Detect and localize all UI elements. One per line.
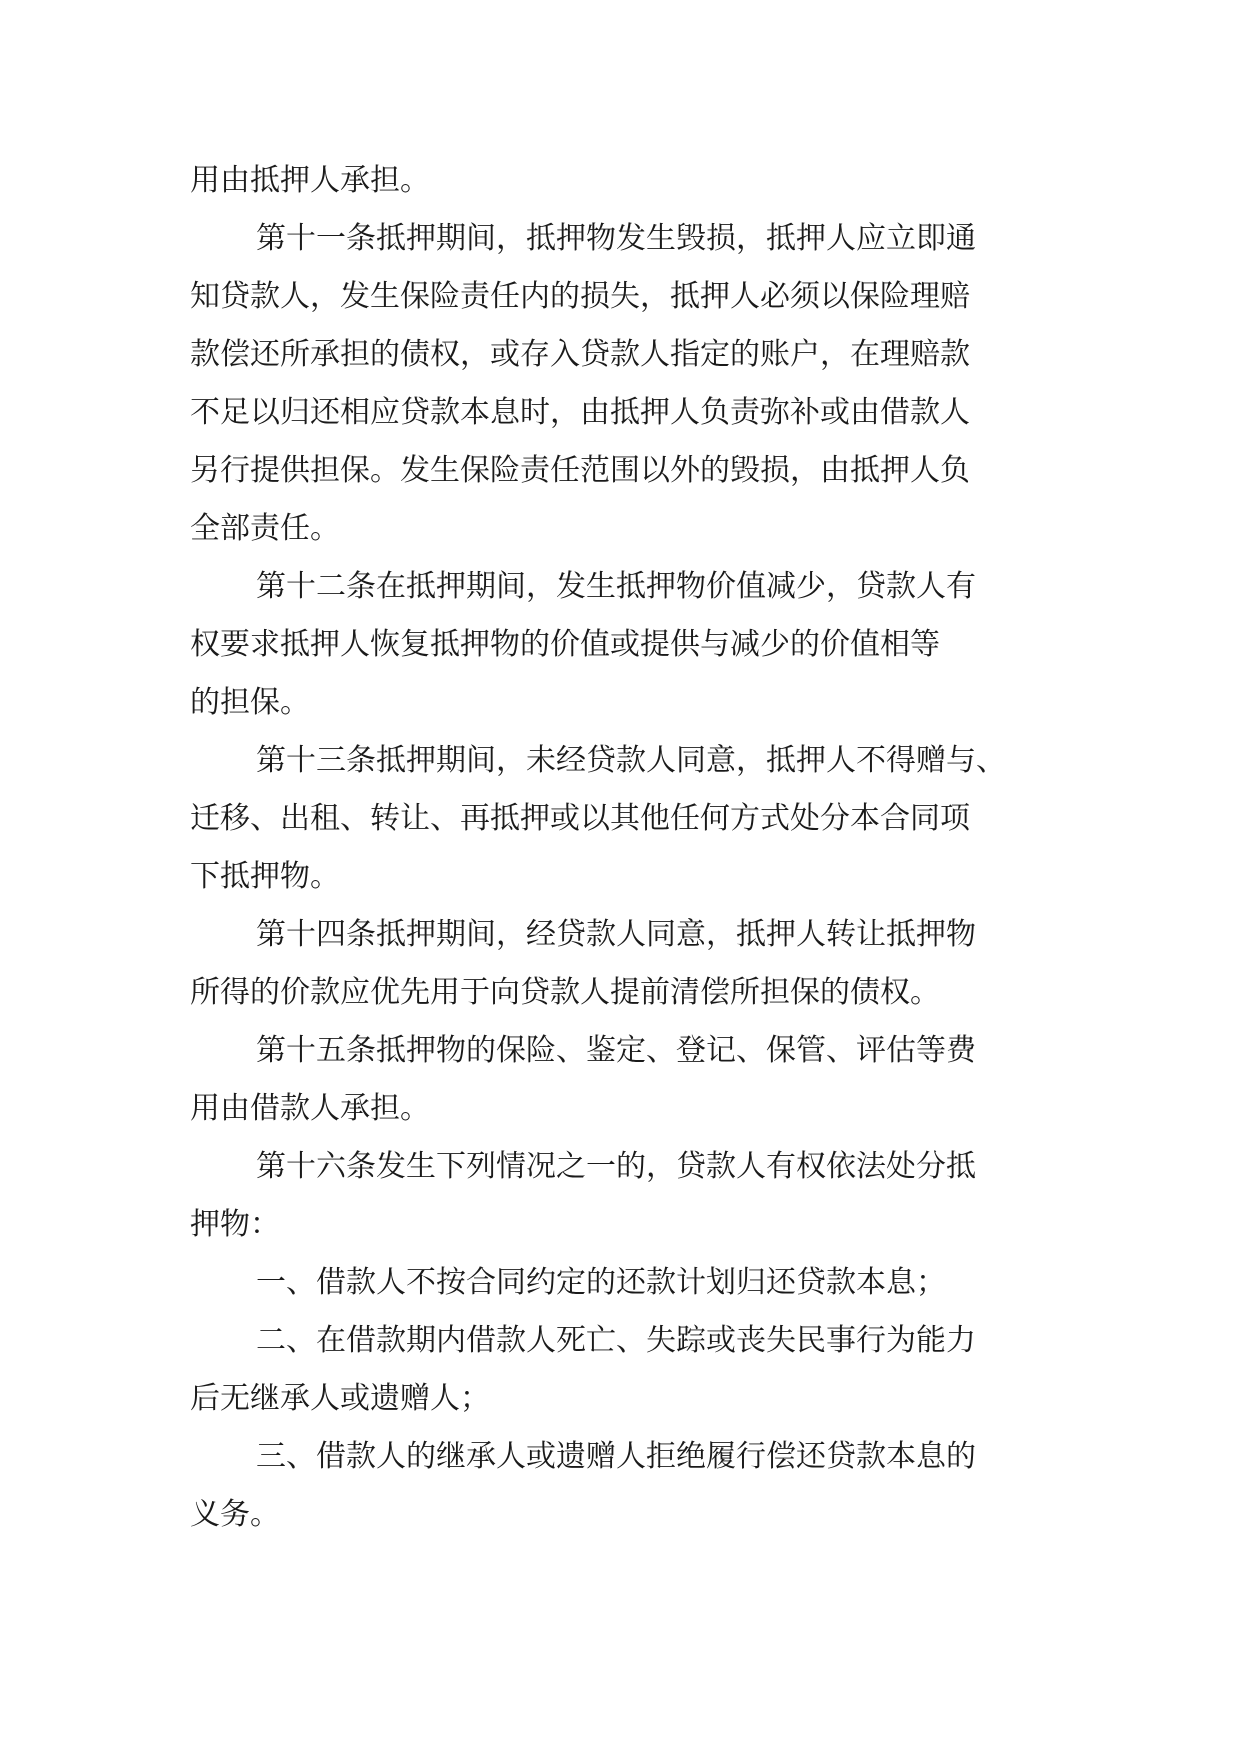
text-line: 第十三条抵押期间，未经贷款人同意，抵押人不得赠与、 — [256, 743, 1006, 778]
text-line: 知贷款人，发生保险责任内的损失，抵押人必须以保险理赔 — [190, 279, 970, 314]
text-line: 的担保。 — [190, 685, 310, 720]
text-line: 下抵押物。 — [190, 859, 340, 894]
text-line: 全部责任。 — [190, 511, 340, 546]
text-line: 用由借款人承担。 — [190, 1091, 430, 1126]
text-line: 第十五条抵押物的保险、鉴定、登记、保管、评估等费 — [256, 1033, 976, 1068]
text-line: 第十二条在抵押期间，发生抵押物价值减少，贷款人有 — [256, 569, 976, 604]
text-line: 第十一条抵押期间，抵押物发生毁损，抵押人应立即通 — [256, 221, 976, 256]
text-line: 第十六条发生下列情况之一的，贷款人有权依法处分抵 — [256, 1149, 976, 1184]
text-line: 所得的价款应优先用于向贷款人提前清偿所担保的债权。 — [190, 975, 940, 1010]
text-line: 另行提供担保。发生保险责任范围以外的毁损，由抵押人负 — [190, 453, 970, 488]
text-line: 不足以归还相应贷款本息时，由抵押人负责弥补或由借款人 — [190, 395, 970, 430]
text-line: 第十四条抵押期间，经贷款人同意，抵押人转让抵押物 — [256, 917, 976, 952]
text-line: 款偿还所承担的债权，或存入贷款人指定的账户，在理赔款 — [190, 337, 970, 372]
text-line: 押物： — [190, 1207, 280, 1242]
text-line: 权要求抵押人恢复抵押物的价值或提供与减少的价值相等 — [190, 627, 940, 662]
text-line: 义务。 — [190, 1497, 280, 1532]
text-line: 后无继承人或遗赠人； — [190, 1381, 490, 1416]
text-line: 用由抵押人承担。 — [190, 163, 430, 198]
text-line: 一、借款人不按合同约定的还款计划归还贷款本息； — [256, 1265, 946, 1300]
text-line: 迁移、出租、转让、再抵押或以其他任何方式处分本合同项 — [190, 801, 970, 836]
text-line: 三、借款人的继承人或遗赠人拒绝履行偿还贷款本息的 — [256, 1439, 976, 1474]
text-line: 二、在借款期内借款人死亡、失踪或丧失民事行为能力 — [256, 1323, 976, 1358]
